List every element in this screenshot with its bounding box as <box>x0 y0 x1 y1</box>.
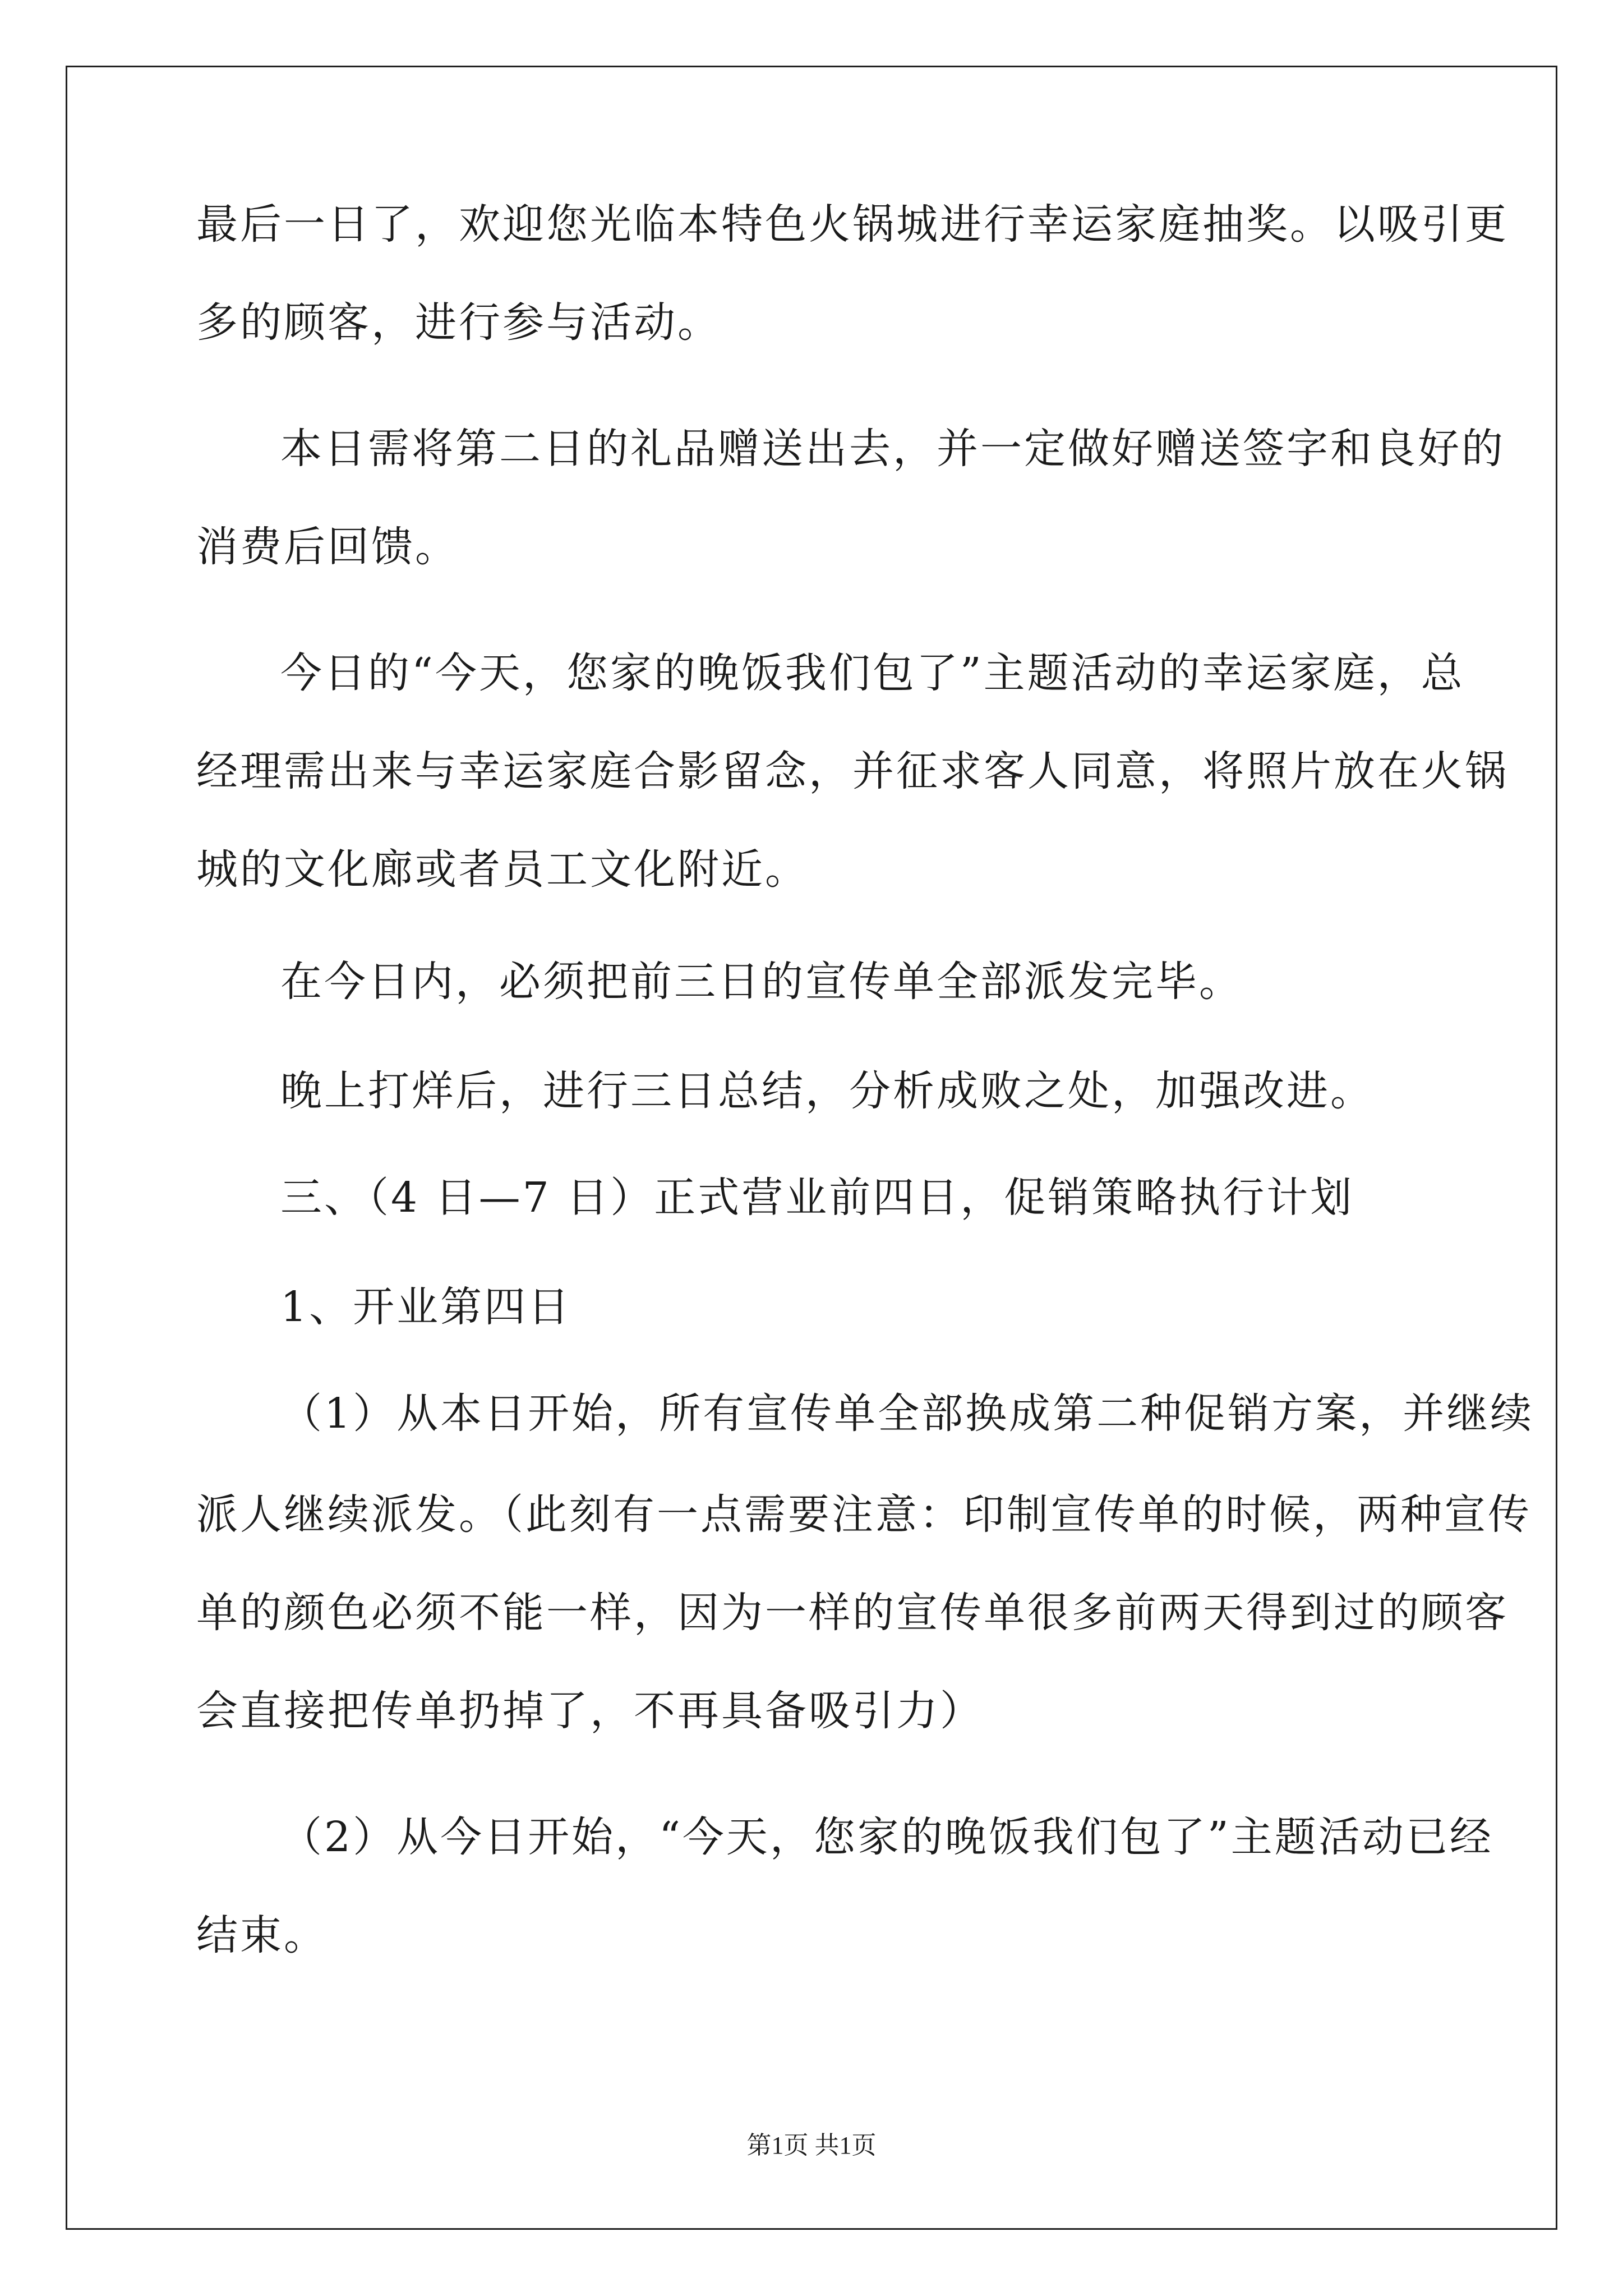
page-number-footer: 第1页 共1页 <box>746 2132 877 2159</box>
paragraph-line: 在今日内，必须把前三日的宣传单全部派发完毕。 <box>280 958 1243 1006</box>
paragraph-line: 晚上打烊后，进行三日总结，分析成败之处，加强改进。 <box>280 1067 1374 1115</box>
page-border <box>66 66 1557 2230</box>
paragraph-line: （1）从本日开始，所有宣传单全部换成第二种促销方案，并继续 <box>280 1389 1534 1438</box>
paragraph-line: 本日需将第二日的礼品赠送出去，并一定做好赠送签字和良好的 <box>280 425 1505 473</box>
subsection-heading: 1、开业第四日 <box>280 1283 572 1331</box>
paragraph-line: （2）从今日开始，“今天，您家的晚饭我们包了”主题活动已经 <box>280 1813 1493 1861</box>
paragraph-line: 城的文化廊或者员工文化附近。 <box>196 845 809 894</box>
paragraph-line: 多的顾客，进行参与活动。 <box>196 298 721 347</box>
paragraph-line: 经理需出来与幸运家庭合影留念，并征求客人同意，将照片放在火锅 <box>196 747 1509 795</box>
paragraph-line: 消费后回馈。 <box>196 523 459 571</box>
section-heading: 三、（4 日—7 日）正式营业前四日，促销策略执行计划 <box>280 1174 1354 1222</box>
paragraph-line: 今日的“今天，您家的晚饭我们包了”主题活动的幸运家庭，总 <box>280 649 1465 697</box>
paragraph-line: 结束。 <box>196 1911 328 1959</box>
paragraph-line: 会直接把传单扔掉了，不再具备吸引力） <box>196 1687 984 1735</box>
paragraph-line: 最后一日了，欢迎您光临本特色火锅城进行幸运家庭抽奖。以吸引更 <box>196 200 1509 249</box>
paragraph-line: 单的颜色必须不能一样，因为一样的宣传单很多前两天得到过的顾客 <box>196 1589 1509 1637</box>
paragraph-line: 派人继续派发。（此刻有一点需要注意：印制宣传单的时候，两种宣传 <box>196 1490 1532 1539</box>
